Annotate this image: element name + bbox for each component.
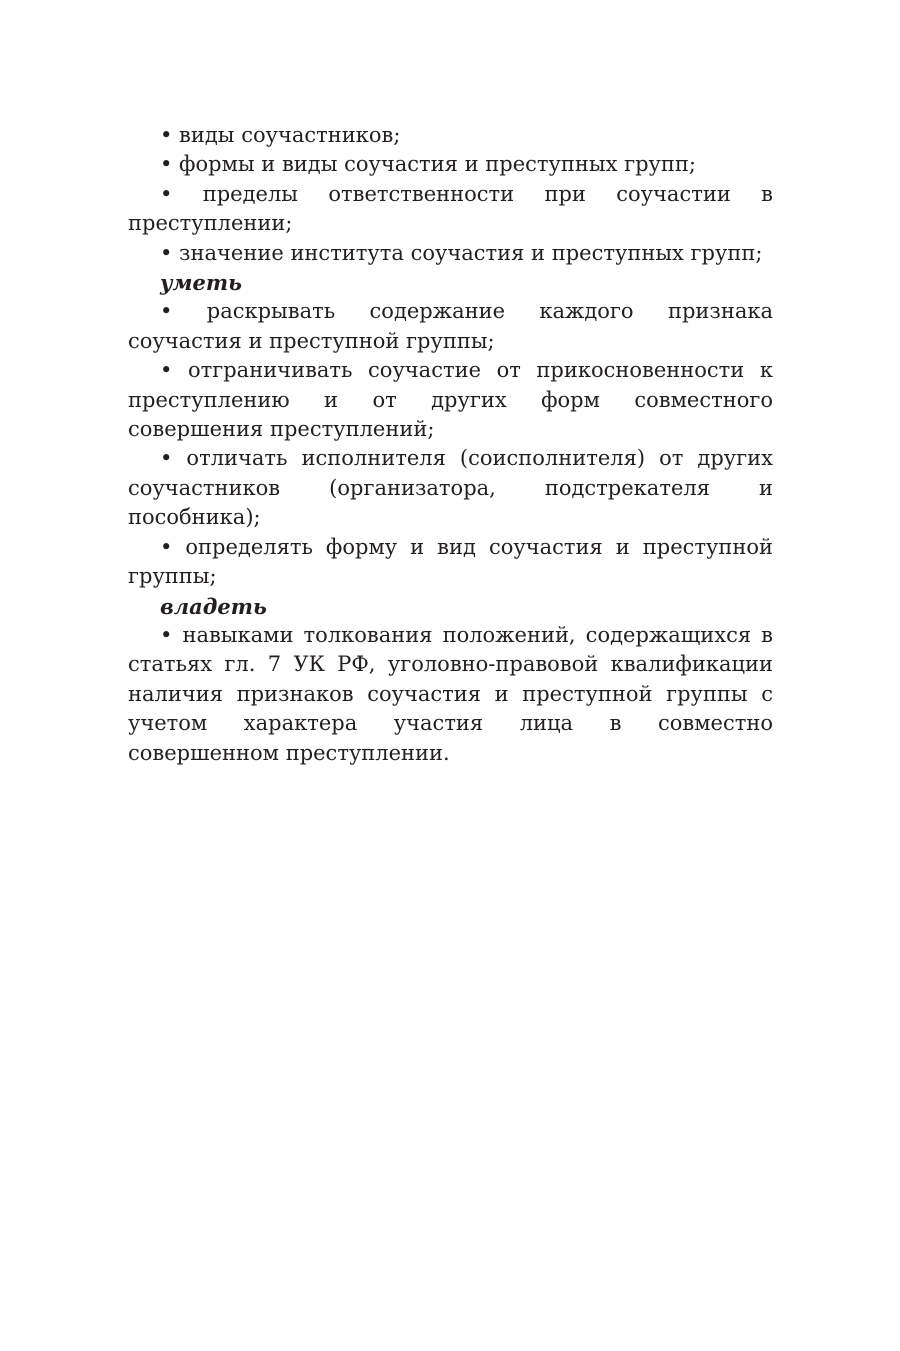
heading-own: владеть — [160, 593, 267, 619]
list-item-determine-form: • определять форму и вид соучастия и преступной группы; — [128, 534, 773, 589]
list-item-liability-limits: • пределы ответственности при соучастии в преступлении; — [128, 181, 773, 236]
heading-can: уметь — [160, 270, 242, 296]
list-item-complicity-forms: • формы и виды соучастия и преступных групп; — [160, 152, 696, 177]
list-item-distinguish-complicity: • отграничивать соучастие от прикосновенности к преступлению и от других форм совместного совершения преступлений; — [128, 358, 773, 442]
list-item-institute-meaning: • значение института соучастия и преступных групп; — [160, 240, 763, 265]
list-item-distinguish-perpetrator: • отличать исполнителя (соисполнителя) от других соучастников (организатора, подстрекателя и пособника); — [128, 446, 773, 530]
list-item-interpretation-skills: • навыками толкования положений, содержащихся в статьях гл. 7 УК РФ, уголовно-правовой квалификации наличия признаков соучастия и преступной группы с учетом характера участия лица в совместно совершенном преступлении. — [128, 622, 773, 765]
list-item-participant-types: • виды соучастников; — [160, 123, 401, 147]
list-item-disclose-features: • раскрывать содержание каждого признака соучастия и преступной группы; — [128, 299, 773, 353]
text-block — [128, 121, 773, 768]
